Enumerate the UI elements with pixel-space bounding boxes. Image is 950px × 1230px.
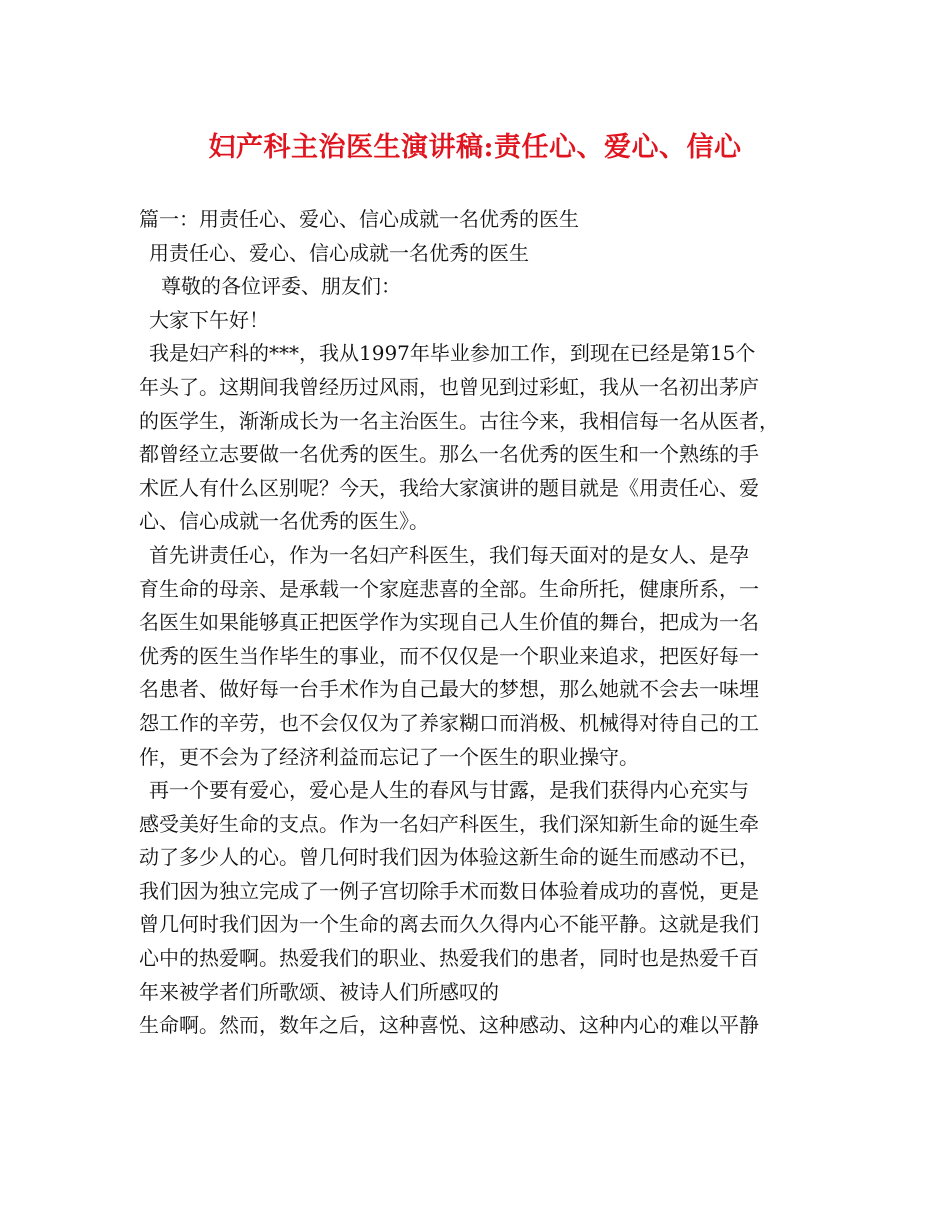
section-heading: 篇一：用责任心、爱心、信心成就一名优秀的医生 (139, 207, 579, 231)
paragraph-line: 曾几何时我们因为一个生命的离去而久久得内心不能平静。这就是我们 (139, 912, 759, 937)
paragraph-line: 我是妇产科的***，我从1997年毕业参加工作，到现在已经是第15个 (149, 341, 756, 366)
paragraph-line: 优秀的医生当作毕生的事业，而不仅仅是一个职业来追求，把医好每一 (139, 643, 759, 668)
paragraph-line: 感受美好生命的支点。作为一名妇产科医生，我们深知新生命的诞生牵 (139, 811, 759, 836)
paragraph-line: 名医生如果能够真正把医学作为实现自己人生价值的舞台，把成为一名 (139, 610, 759, 635)
salutation: 尊敬的各位评委、朋友们： (161, 274, 401, 299)
paragraph-line: 年头了。这期间我曾经历过风雨，也曾见到过彩虹，我从一名初出茅庐 (139, 374, 759, 399)
paragraph-line: 的医学生，渐渐成长为一名主治医生。古往今来，我相信每一名从医者， (139, 408, 779, 433)
document-body (139, 203, 819, 1043)
paragraph-line: 心中的热爱啊。热爱我们的职业、热爱我们的患者，同时也是热爱千百 (139, 946, 759, 971)
paragraph-line: 育生命的母亲、是承载一个家庭悲喜的全部。生命所托，健康所系，一 (139, 576, 759, 601)
paragraph-line: 年来被学者们所歌颂、被诗人们所感叹的 (139, 979, 499, 1004)
greeting: 大家下午好！ (149, 307, 269, 332)
document-title: 妇产科主治医生演讲稿:责任心、爱心、信心 (208, 132, 742, 163)
paragraph-line: 首先讲责任心，作为一名妇产科医生，我们每天面对的是女人、是孕 (149, 542, 749, 567)
paragraph-line: 生命啊。然而，数年之后，这种喜悦、这种感动、这种内心的难以平静 (139, 1013, 759, 1038)
paragraph-line: 作，更不会为了经济利益而忘记了一个医生的职业操守。 (139, 744, 639, 769)
paragraph-line: 动了多少人的心。曾几何时我们因为体验这新生命的诞生而感动不已， (139, 845, 759, 870)
paragraph-line: 名患者、做好每一台手术作为自己最大的梦想，那么她就不会去一味埋 (139, 677, 759, 702)
paragraph-line: 术匠人有什么区别呢？今天，我给大家演讲的题目就是《用责任心、爱 (139, 475, 759, 500)
paragraph-line: 心、信心成就一名优秀的医生》。 (139, 509, 429, 534)
paragraph-line: 再一个要有爱心，爱心是人生的春风与甘露，是我们获得内心充实与 (149, 778, 749, 803)
paragraph-line: 我们因为独立完成了一例子宫切除手术而数日体验着成功的喜悦，更是 (139, 878, 759, 903)
paragraph-line: 怨工作的辛劳，也不会仅仅为了养家糊口而消极、机械得对待自己的工 (139, 710, 759, 735)
speech-title: 用责任心、爱心、信心成就一名优秀的医生 (149, 240, 529, 265)
paragraph-line: 都曾经立志要做一名优秀的医生。那么一名优秀的医生和一个熟练的手 (139, 442, 759, 467)
